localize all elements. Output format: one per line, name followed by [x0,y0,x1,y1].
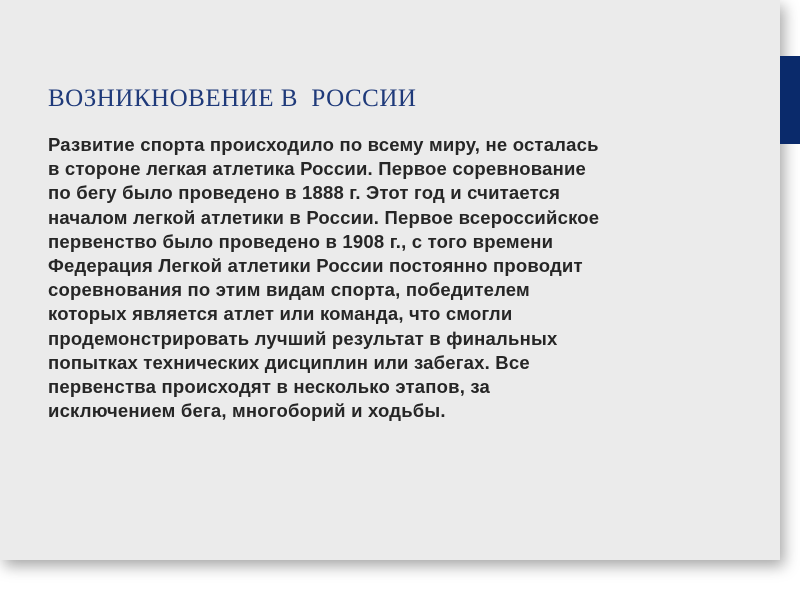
body-line: началом легкой атлетики в России. Первое всероссийское [48,206,600,228]
body-line: в стороне легкая атлетика России. Первое соревнование [48,158,587,180]
body-line: первенство было проведено в 1908 г., с того времени [48,230,554,252]
accent-bar [780,56,800,144]
body-line: исключением бега, многоборий и ходьбы. [48,400,446,422]
body-line: которых является атлет или команда, что смогли [48,303,513,325]
slide-title: ВОЗНИКНОВЕНИЕ В РОССИИ [48,85,417,112]
body-line: Федерация Легкой атлетики России постоянно проводит [48,255,583,277]
body-line: первенства происходят в несколько этапов, за [48,376,491,398]
body-line: продемонстрировать лучший результат в финальных [48,327,558,349]
body-line: соревнования по этим видам спорта, победителем [48,279,530,301]
slide-body [48,133,738,423]
body-line: попытках технических дисциплин или забегах. Все [48,351,530,373]
body-line: Развитие спорта происходило по всему миру, не осталась [48,134,599,155]
body-line: по бегу было проведено в 1888 г. Этот год и считается [48,182,561,204]
